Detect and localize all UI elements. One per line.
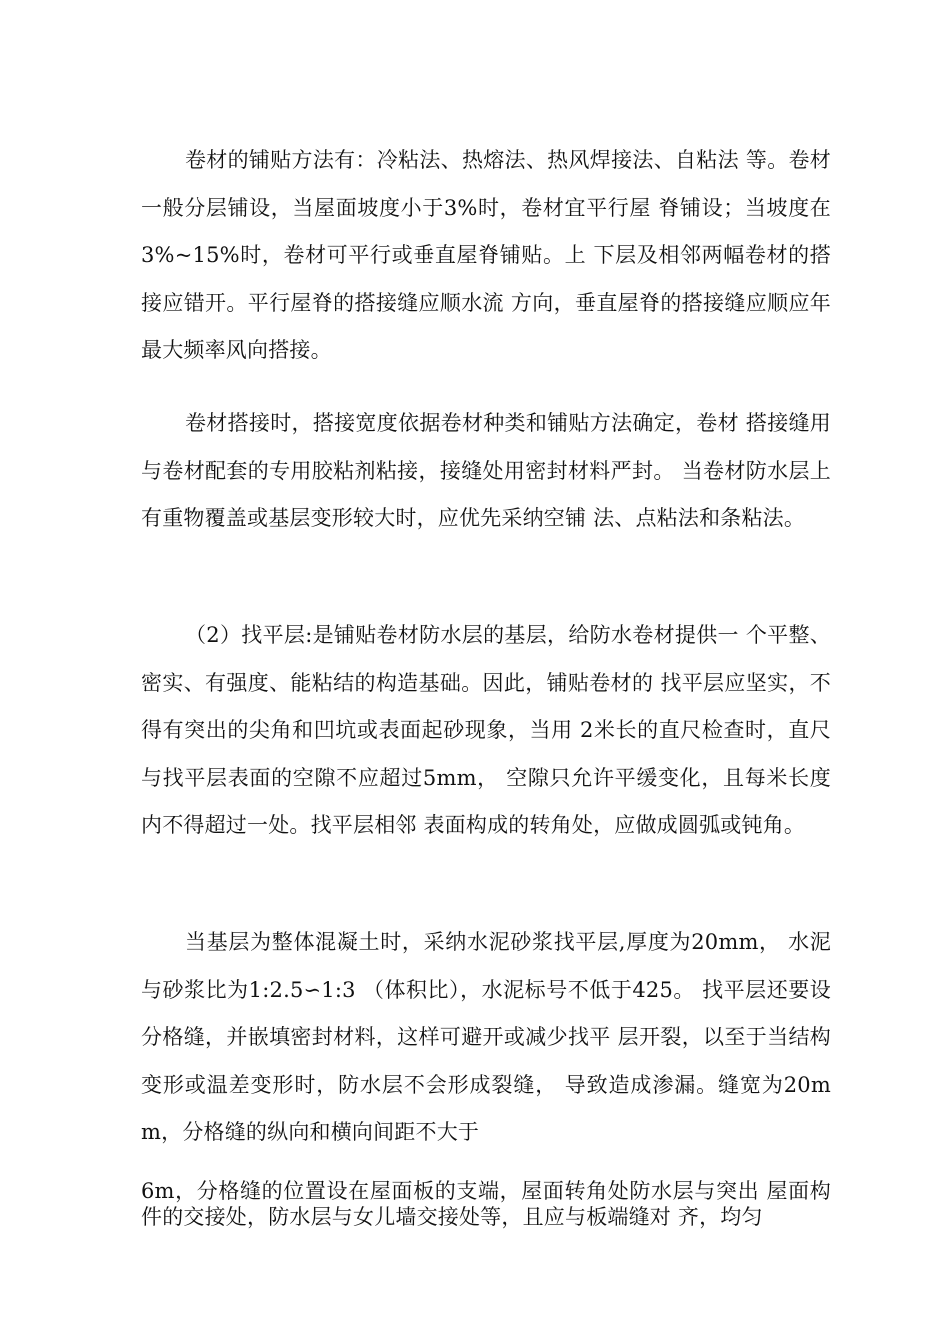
paragraph-roll-overlap: 卷材搭接时，搭接宽度依据卷材种类和铺贴方法确定，卷材 搭接缝用与卷材配套的专用胶粘剂粘接，接缝处用密封材料严封。 当卷材防水层上有重物覆盖或基层变形较大时，应优先采纳空铺 法、点粘法和条粘法。 bbox=[141, 411, 831, 530]
paragraph-roll-laying-methods: 卷材的铺贴方法有：冷粘法、热熔法、热风焊接法、自粘法 等。卷材一般分层铺设，当屋面坡度小于3%时，卷材宜平行屋 脊铺设；当坡度在3%~15%时，卷材可平行或垂直屋脊铺贴。上 下层及相邻两幅卷材的搭接应错开。平行屋脊的搭接缝应顺水流 方向，垂直屋脊的搭接缝应顺应年最大频率风向搭接。 bbox=[141, 148, 831, 362]
paragraph-joint-spacing: 6m，分格缝的位置设在屋面板的支端，屋面转角处防水层与突出 屋面构件的交接处，防水层与女儿墙交接处等，且应与板端缝对 齐，均匀 bbox=[141, 1179, 831, 1229]
paragraph-cement-mortar-leveling: 当基层为整体混凝土时，采纳水泥砂浆找平层,厚度为20mm， 水泥与砂浆比为1:2.5∽1:3 （体积比），水泥标号不低于425。 找平层还要设分格缝，并嵌填密封材料，这样可避开或减少找平 层开裂，以至于当结构变形或温差变形时，防水层不会形成裂缝， 导致造成渗漏。缝宽为20mm，分格缝的纵向和横向间距不大于 bbox=[141, 930, 831, 1144]
paragraph-leveling-layer: （2）找平层:是铺贴卷材防水层的基层，给防水卷材提供一 个平整、密实、有强度、能粘结的构造基础。因此，铺贴卷材的 找平层应坚实，不得有突出的尖角和凹坑或表面起砂现象，当用 2米长的直尺检查时，直尺与找平层表面的空隙不应超过5mm， 空隙只允许平缓变化，且每米长度内不得超过一处。找平层相邻 表面构成的转角处，应做成圆弧或钝角。 bbox=[141, 623, 831, 837]
